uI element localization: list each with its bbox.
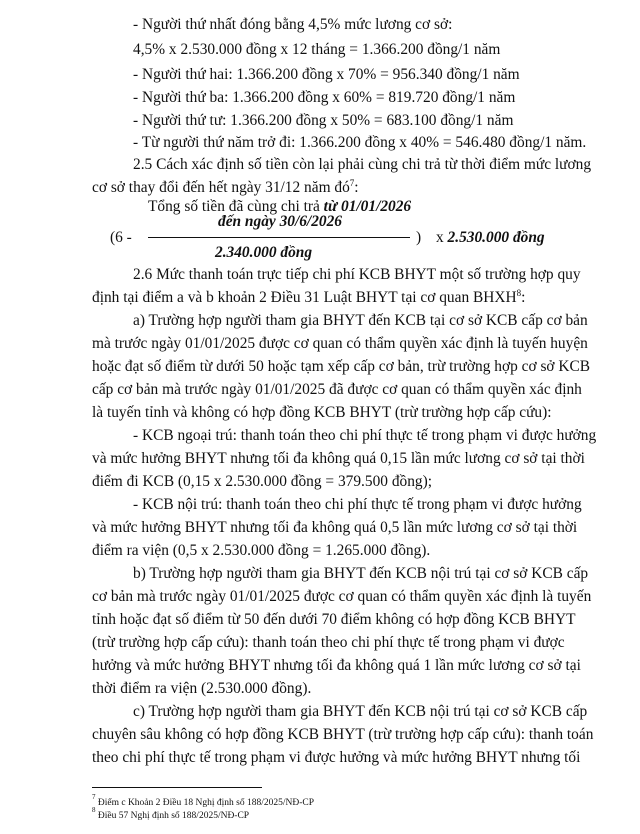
paragraph-line: (trừ trường hợp cấp cứu): thanh toán theo chi phí thực tế trong phạm vi được	[92, 634, 565, 651]
paragraph-line: cấp cơ bản mà trước ngày 01/01/2025 đã được cơ quan có thẩm quyền xác định	[92, 381, 582, 398]
multiply-value: 2.530.000 đồng	[447, 229, 545, 246]
footnote-text: Điều 57 Nghị định số 188/2025/NĐ-CP	[95, 811, 250, 821]
paragraph-line: c) Trường hợp người tham gia BHYT đến KCB nội trú tại cơ sở KCB cấp	[133, 703, 588, 720]
footnote-text: Điểm c Khoản 2 Điều 18 Nghị định số 188/2025/NĐ-CP	[95, 798, 314, 808]
paragraph-line: và mức hưởng BHYT nhưng tối đa không quá 0,15 lần mức lương cơ sở tại thời	[92, 450, 585, 467]
paragraph-line: b) Trường hợp người tham gia BHYT đến KCB nội trú tại cơ sở KCB cấp	[133, 565, 589, 582]
numerator-date-to: đến ngày 30/6/2026	[218, 213, 342, 230]
paragraph-line: cơ bản mà trước ngày 01/01/2025 được cơ quan có thẩm quyền xác định là tuyến	[92, 588, 592, 605]
footnote	[92, 806, 250, 822]
paragraph-line: - KCB ngoại trú: thanh toán theo chi phí thực tế trong phạm vi được hưởng	[133, 427, 597, 444]
paragraph-line: chuyên sâu không có hợp đồng KCB BHYT (trừ trường hợp cấp cứu): thanh toán	[92, 726, 594, 743]
formula-close-paren: )	[416, 229, 422, 246]
section-heading-2-6: 2.6 Mức thanh toán trực tiếp chi phí KCB BHYT một số trường hợp quy	[133, 266, 581, 283]
paragraph-line: 4,5% x 2.530.000 đồng x 12 tháng = 1.366.200 đồng/1 năm	[133, 41, 501, 58]
paragraph-line: hưởng và mức hưởng BHYT nhưng tối đa không quá 1 lần mức lương cơ sở tại	[92, 657, 581, 674]
numerator-date-from: từ 01/01/2026	[323, 198, 412, 215]
multiply-sign: x	[436, 229, 448, 246]
footnote-ref: 8	[516, 287, 522, 298]
formula-denominator: 2.340.000 đồng	[215, 244, 313, 261]
fraction-bar	[148, 237, 410, 238]
footnote-separator	[92, 787, 262, 788]
section-heading-2-5: 2.5 Cách xác định số tiền còn lại phải cùng chi trả từ thời điểm mức lương	[133, 156, 592, 173]
footnote-mark: 7	[92, 793, 96, 801]
footnote	[92, 793, 314, 809]
footnote-mark: 8	[92, 806, 96, 814]
footnote-ref: 7	[349, 177, 355, 188]
formula-multiplier	[436, 229, 545, 247]
paragraph-line: - KCB nội trú: thanh toán theo chi phí thực tế trong phạm vi được hưởng	[133, 496, 582, 513]
paragraph-line: - Người thứ ba: 1.366.200 đồng x 60% = 819.720 đồng/1 năm	[133, 89, 516, 106]
paragraph-line: - Người thứ hai: 1.366.200 đồng x 70% = 956.340 đồng/1 năm	[133, 66, 520, 83]
paragraph-line: điểm ra viện (0,5 x 2.530.000 đồng = 1.265.000 đồng).	[92, 542, 431, 559]
paragraph-line: và mức hưởng BHYT nhưng tối đa không quá 0,5 lần mức lương cơ sở tại thời	[92, 519, 578, 536]
paragraph-line: a) Trường hợp người tham gia BHYT đến KCB tại cơ sở KCB cấp cơ bản	[133, 312, 588, 329]
paragraph-line: - Người thứ nhất đóng bằng 4,5% mức lương cơ sở:	[133, 16, 453, 33]
paragraph-line: là tuyến tỉnh và không có hợp đồng KCB BHYT (trừ trường hợp cấp cứu):	[92, 404, 552, 421]
formula-lead: (6 -	[110, 229, 132, 246]
paragraph-line: - Người thứ tư: 1.366.200 đồng x 50% = 683.100 đồng/1 năm	[133, 112, 514, 129]
paragraph-line: theo chi phí thực tế trong phạm vi được hưởng và mức hưởng BHYT nhưng tối	[92, 749, 581, 766]
paragraph-line: mà trước ngày 01/01/2025 được cơ quan có thẩm quyền xác định là tuyến huyện	[92, 335, 588, 352]
section-heading-2-5-cont: cơ sở thay đổi đến hết ngày 31/12 năm $đó^7$:	[92, 177, 359, 196]
paragraph-line: thời điểm ra viện (2.530.000 đồng).	[92, 680, 312, 697]
heading-text: cơ sở thay đổi đến hết ngày 31/12 năm đó	[92, 179, 350, 196]
numerator-text: Tổng số tiền đã cùng chi trả	[148, 198, 324, 215]
paragraph-line: hoặc đạt số điểm từ dưới 50 hoặc tạm xếp cấp cơ bản, trừ trường hợp cơ sở KCB	[92, 358, 591, 375]
paragraph-line: - Từ người thứ năm trở đi: 1.366.200 đồng x 40% = 546.480 đồng/1 năm.	[133, 134, 587, 151]
heading-text: định tại điểm a và b khoản 2 Điều 31 Luật BHYT tại cơ quan BHXH	[92, 289, 517, 306]
paragraph-line: tỉnh hoặc đạt số điểm từ 50 đến dưới 70 điểm không có hợp đồng KCB BHYT	[92, 611, 576, 628]
section-heading-2-6-cont: định tại điểm a và b khoản 2 Điều 31 Luật BHYT tại cơ quan BHXH$^8$:	[92, 287, 526, 306]
paragraph-line: điểm đi KCB (0,15 x 2.530.000 đồng = 379.500 đồng);	[92, 473, 432, 490]
